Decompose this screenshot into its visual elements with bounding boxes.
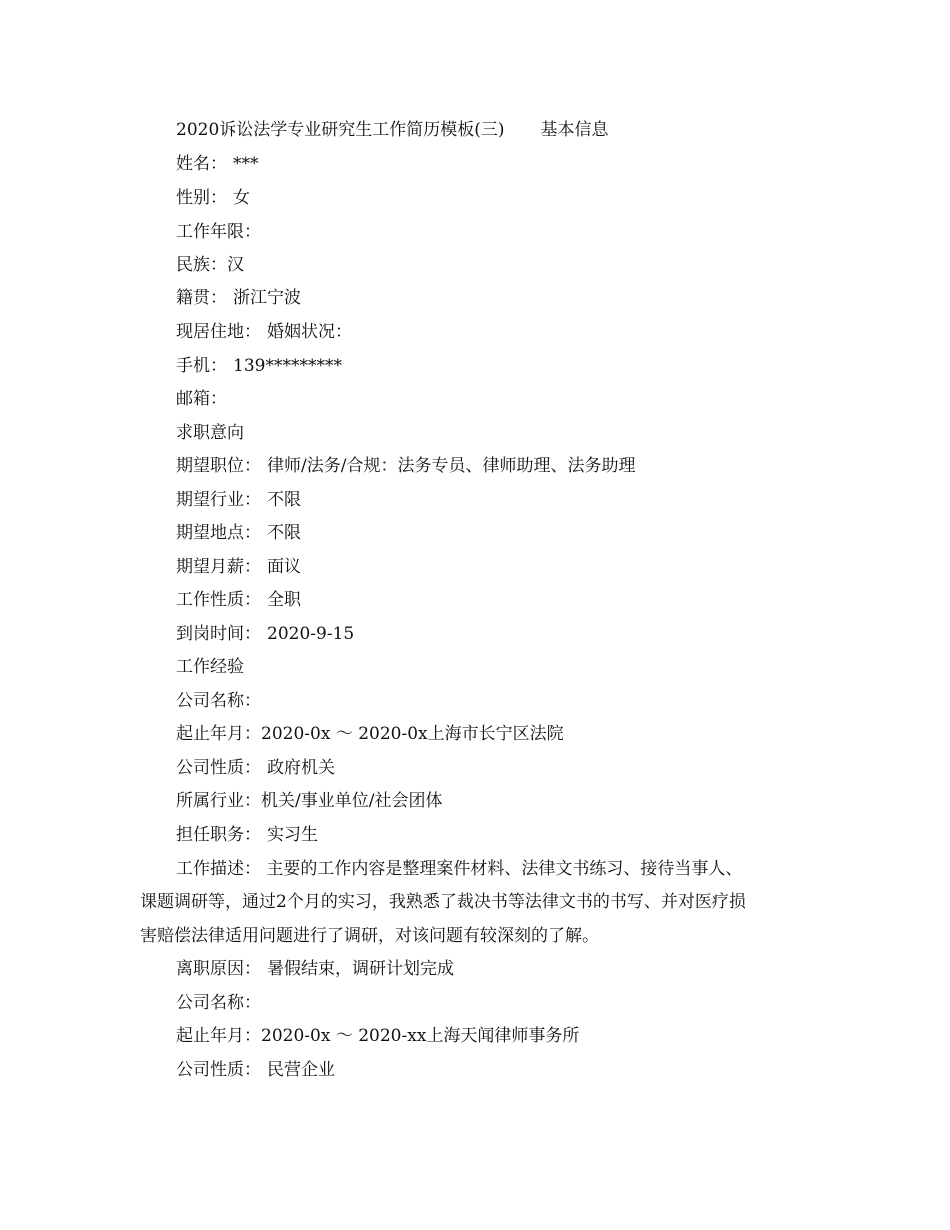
expected-position-row <box>176 454 635 478</box>
origin-value: 浙江宁波 <box>233 288 301 308</box>
section-heading-experience: 工作经验 <box>176 657 244 677</box>
phone-value: 139********* <box>233 356 342 376</box>
section-heading-intent: 求职意向 <box>176 423 244 443</box>
company2-period-row <box>176 1024 579 1048</box>
arrival-value: 2020-9-15 <box>267 624 355 644</box>
company1-type-label: 公司性质： <box>176 758 261 778</box>
phone-label: 手机： <box>176 356 227 376</box>
work-years-row <box>176 220 261 244</box>
company1-role-value: 实习生 <box>267 825 318 845</box>
work-years-label: 工作年限： <box>176 222 261 242</box>
expected-location-value: 不限 <box>267 523 301 543</box>
company2-type-value: 民营企业 <box>267 1060 335 1080</box>
company1-industry: 所属行业：机关/事业单位/社会团体 <box>176 791 443 811</box>
expected-location-label: 期望地点： <box>176 523 261 543</box>
origin-label: 籍贯： <box>176 288 227 308</box>
company1-desc-line1 <box>176 857 742 881</box>
email-row <box>176 387 227 411</box>
gender-label: 性别： <box>176 188 227 208</box>
title-line <box>176 118 609 142</box>
description-line-3: 害赔偿法律适用问题进行了调研，对该问题有较深刻的了解。 <box>140 926 599 946</box>
work-nature-row <box>176 588 301 612</box>
ethnicity-row <box>176 253 244 277</box>
section-exp-row <box>176 655 244 679</box>
section-heading-basic: 基本信息 <box>540 120 609 140</box>
expected-location-row <box>176 521 301 545</box>
expected-salary-row <box>176 555 301 579</box>
email-label: 邮箱： <box>176 389 227 409</box>
description-line-1: 工作描述： 主要的工作内容是整理案件材料、法律文书练习、接待当事人、 <box>176 859 743 879</box>
company1-role-label: 担任职务： <box>176 825 261 845</box>
company1-desc-line2 <box>140 890 746 914</box>
expected-industry-value: 不限 <box>267 490 301 510</box>
company1-type-row <box>176 756 335 780</box>
company2-name-row <box>176 991 261 1015</box>
document-title: 2020诉讼法学专业研究生工作简历模板(三) <box>176 120 505 140</box>
name-row <box>176 152 259 176</box>
ethnicity-text: 民族：汉 <box>176 255 244 275</box>
expected-position-value: 律师/法务/合规：法务专员、律师助理、法务助理 <box>267 456 636 476</box>
gender-row <box>176 186 250 210</box>
residence-label: 现居住地： <box>176 322 261 342</box>
work-nature-label: 工作性质： <box>176 590 261 610</box>
arrival-row <box>176 622 354 646</box>
company1-role-row <box>176 823 318 847</box>
description-line-2: 课题调研等，通过2个月的实习，我熟悉了裁决书等法律文书的书写、并对医疗损 <box>140 892 746 912</box>
company1-industry-row <box>176 789 442 813</box>
company1-name-label: 公司名称： <box>176 691 261 711</box>
name-label: 姓名： <box>176 154 227 174</box>
company2-name-label: 公司名称： <box>176 993 261 1013</box>
company1-period: 起止年月：2020-0x ～ 2020-0x上海市长宁区法院 <box>176 724 564 744</box>
company1-period-row <box>176 722 564 746</box>
expected-salary-label: 期望月薪： <box>176 557 261 577</box>
company2-type-row <box>176 1058 335 1082</box>
company2-type-label: 公司性质： <box>176 1060 261 1080</box>
leave-reason-label: 离职原因： <box>176 959 261 979</box>
company1-desc-line3 <box>140 924 599 948</box>
leave-reason-row <box>176 957 454 981</box>
expected-position-label: 期望职位： <box>176 456 261 476</box>
company1-type-value: 政府机关 <box>267 758 335 778</box>
residence-row <box>176 320 352 344</box>
gender-value: 女 <box>233 188 250 208</box>
marital-label: 婚姻状况： <box>267 322 352 342</box>
name-value: *** <box>233 154 259 174</box>
leave-reason-value: 暑假结束，调研计划完成 <box>267 959 454 979</box>
expected-industry-row <box>176 488 301 512</box>
section-intent-row <box>176 421 244 445</box>
company2-period: 起止年月：2020-0x ～ 2020-xx上海天闻律师事务所 <box>176 1026 580 1046</box>
origin-row <box>176 286 301 310</box>
expected-salary-value: 面议 <box>267 557 301 577</box>
phone-row <box>176 354 342 378</box>
expected-industry-label: 期望行业： <box>176 490 261 510</box>
company1-name-row <box>176 689 261 713</box>
work-nature-value: 全职 <box>267 590 301 610</box>
arrival-label: 到岗时间： <box>176 624 261 644</box>
